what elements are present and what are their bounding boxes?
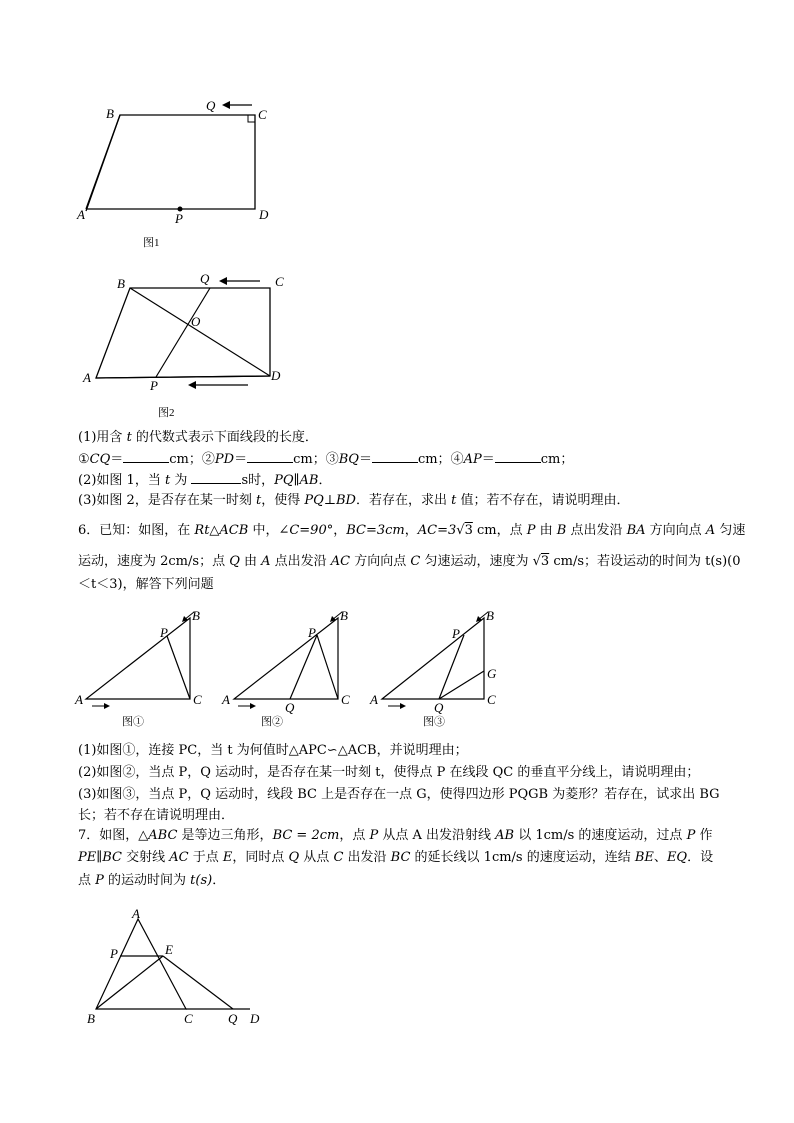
label-a: A bbox=[83, 370, 91, 385]
segment-pc bbox=[317, 635, 338, 699]
label-p: P bbox=[308, 625, 316, 640]
segment-qg bbox=[439, 671, 484, 699]
label-q: Q bbox=[285, 700, 295, 715]
q6-part2: (2)如图②，当点 P，Q 运动时，是否存在某一时刻 t，使得点 P 在线段 QC 的垂直平分线上，请说明理由； bbox=[78, 765, 700, 780]
label-c: C bbox=[193, 692, 202, 707]
label-a: A bbox=[75, 692, 83, 707]
caption-figure-2: 图2 bbox=[158, 407, 175, 419]
q6-part1: (1)如图①，连接 PC，当 t 为何值时△APC∽△ACB，并说明理由； bbox=[78, 743, 468, 758]
answer-blank-pd[interactable] bbox=[247, 450, 293, 463]
triangle-acb bbox=[86, 618, 190, 699]
q5-part1: (1)用含 t 的代数式表示下面线段的长度． bbox=[78, 430, 318, 445]
label-g: G bbox=[487, 666, 497, 681]
label-c: C bbox=[341, 692, 350, 707]
q6-intro-line3: ＜t＜3)，解答下列问题 bbox=[78, 577, 214, 592]
label-b: B bbox=[486, 608, 494, 623]
answer-blank-ap[interactable] bbox=[495, 450, 541, 463]
label-b: B bbox=[87, 1011, 95, 1026]
label-a: A bbox=[132, 906, 140, 921]
figure-q6-1 bbox=[70, 608, 220, 733]
q6-intro-line2: 运动，速度为 2cm/s；点 Q 由 A 点出发沿 AC 方向向点 C 匀速运动，速度为 √3 cm/s；若设运动的时间为 t(s)(0 bbox=[78, 554, 741, 569]
q5-part2: (2)如图 1，当 t 为 s时，PQ∥AB． bbox=[78, 473, 332, 488]
label-d: D bbox=[259, 207, 269, 222]
answer-blank-t[interactable] bbox=[191, 471, 241, 484]
label-p: P bbox=[110, 946, 118, 961]
label-q: Q bbox=[434, 700, 444, 715]
label-q: Q bbox=[228, 1011, 238, 1026]
segment-be bbox=[96, 956, 163, 1009]
q7-line3: 点 P 的运动时间为 t(s)． bbox=[78, 873, 226, 888]
label-a: A bbox=[222, 692, 230, 707]
caption-figure-1: 图1 bbox=[143, 237, 160, 249]
q7-line2: PE∥BC 交射线 AC 于点 E，同时点 Q 从点 C 出发沿 BC 的延长线以 1cm/s 的速度运动，连结 BE、EQ．设 bbox=[78, 850, 714, 865]
segment-eq bbox=[163, 956, 233, 1009]
label-p: P bbox=[175, 211, 183, 226]
label-c: C bbox=[258, 107, 267, 122]
label-d: D bbox=[271, 368, 281, 383]
q7-line1: 7．如图，△ABC 是等边三角形，BC = 2cm，点 P 从点 A 出发沿射线 AB 以 1cm/s 的速度运动，过点 P 作 bbox=[78, 828, 713, 843]
label-q: Q bbox=[206, 98, 216, 113]
q6-intro-line1: 6．已知：如图，在 Rt△ACB 中，∠C=90°，BC=3cm，AC=3√3 cm，点 P 由 B 点出发沿 BA 方向向点 A 匀速 bbox=[78, 523, 746, 538]
label-a: A bbox=[77, 207, 85, 222]
figure-q6-3 bbox=[366, 608, 516, 733]
label-c: C bbox=[487, 692, 496, 707]
segment-pc bbox=[167, 636, 190, 699]
label-o: O bbox=[191, 314, 201, 329]
label-q: Q bbox=[200, 271, 210, 286]
label-d: D bbox=[250, 1011, 260, 1026]
label-a: A bbox=[370, 692, 378, 707]
answer-blank-bq[interactable] bbox=[372, 450, 418, 463]
triangle-abc bbox=[96, 919, 186, 1009]
triangle-acb bbox=[382, 618, 484, 699]
label-b: B bbox=[117, 276, 125, 291]
label-p: P bbox=[452, 626, 460, 641]
trapezoid-shape bbox=[86, 115, 255, 211]
caption-figure-q6-1: 图① bbox=[122, 716, 144, 728]
answer-blank-cq[interactable] bbox=[123, 450, 169, 463]
label-e: E bbox=[165, 942, 173, 957]
label-c: C bbox=[184, 1011, 193, 1026]
triangle-acb bbox=[234, 618, 338, 699]
q5-blanks: ①CQ＝ cm；②PD＝ cm；③BQ＝ cm；④AP＝ cm； bbox=[78, 452, 574, 467]
label-b: B bbox=[340, 608, 348, 623]
segment-pq bbox=[439, 635, 464, 699]
caption-figure-q6-3: 图③ bbox=[423, 716, 445, 728]
label-b: B bbox=[192, 608, 200, 623]
figure-2 bbox=[70, 268, 300, 428]
label-c: C bbox=[275, 274, 284, 289]
caption-figure-q6-2: 图② bbox=[261, 716, 283, 728]
q6-part3: (3)如图③，当点 P，Q 运动时，线段 BC 上是否存在一点 G，使得四边形 PQGB 为菱形？若存在，试求出 BG bbox=[78, 787, 720, 802]
diagonal-bd bbox=[130, 288, 270, 376]
figure-q6-2 bbox=[220, 608, 370, 733]
label-p: P bbox=[160, 625, 168, 640]
q5-part3: (3)如图 2，是否存在某一时刻 t，使得 PQ⊥BD．若存在，求出 t 值；若不存在，请说明理由． bbox=[78, 493, 630, 508]
label-b: B bbox=[106, 106, 114, 121]
label-p: P bbox=[150, 378, 158, 393]
figure-q7 bbox=[78, 905, 278, 1035]
q6-part3-cont: 长；若不存在请说明理由． bbox=[78, 808, 235, 823]
figure-1 bbox=[70, 95, 300, 255]
